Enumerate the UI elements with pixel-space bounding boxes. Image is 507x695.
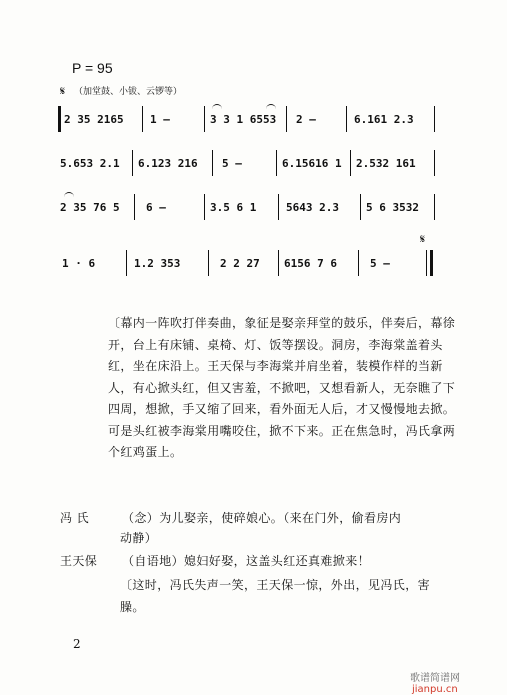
score-row-3 <box>58 192 438 222</box>
tempo-marking: P = 95 <box>72 60 113 76</box>
measure: 6.15616 1 <box>282 157 342 170</box>
measure: 1 · 6 <box>62 257 96 270</box>
barline <box>204 106 205 132</box>
speaker-name: 王天保 <box>60 554 98 568</box>
score-row-1 <box>58 104 438 134</box>
measure: 3 3 1 6553 <box>210 113 277 126</box>
score-row-2 <box>58 148 438 178</box>
barline <box>276 150 277 176</box>
barline <box>212 150 213 176</box>
barline <box>346 106 347 132</box>
watermark-text: 歌谱简谱网 <box>410 673 460 684</box>
page-number: 2 <box>73 637 81 651</box>
measure: 1 — <box>150 113 170 126</box>
measure: 6156 7 6 <box>284 257 337 270</box>
measure: 2 2 27 <box>220 257 260 270</box>
instrument-note: （加堂鼓、小钹、云锣等） <box>74 87 183 97</box>
stage-direction: 〔幕内一阵吹打伴奏曲，象征是娶亲拜堂的鼓乐，伴奏后，幕徐开，台上有床铺、桌椅、灯、饭等摆设。洞房，李海棠盖着头红，坐在床沿上。王天保与李海棠并肩坐着，装模作样的当新人，有心掀头红，但又害羞，不掀吧，又想看新人，无奈瞧了下四周，想掀，手又缩了回来，看外面无人后，才又慢慢地去掀。可是头红被李海棠用嘴咬住，掀不下来。正在焦急时，冯氏拿两个红鸡蛋上。 <box>108 316 456 459</box>
measure: 5.653 2.1 <box>60 157 120 170</box>
speech-line-continued: 动静） <box>120 531 158 545</box>
measure: 6 — <box>146 201 166 214</box>
watermark <box>410 669 507 695</box>
speech-line: （自语地）媳妇好娶，这盖头红还真难掀来！ <box>122 554 371 568</box>
barline <box>134 194 135 220</box>
measure: 2.532 161 <box>356 157 416 170</box>
barline <box>434 150 435 176</box>
measure: 5643 2.3 <box>286 201 339 214</box>
barline <box>434 106 435 132</box>
barline <box>350 150 351 176</box>
watermark-domain: jianpu.cn <box>412 684 458 695</box>
measure: 2 35 2165 <box>64 113 124 126</box>
measure: 2 — <box>296 113 316 126</box>
barline <box>132 150 133 176</box>
measure: 6.123 216 <box>138 157 198 170</box>
barline <box>126 250 127 276</box>
tie-mark <box>64 192 74 198</box>
measure: 3.5 6 1 <box>210 201 257 214</box>
segno-icon: 𝄋 <box>420 232 426 246</box>
measure: 2 35 76 5 <box>60 201 120 214</box>
speaker-name: 冯 氏 <box>60 511 90 525</box>
speech-line: （念）为儿娶亲，使碎娘心。（来在门外，偷看房内 <box>122 511 402 525</box>
measure: 5 — <box>222 157 242 170</box>
barline <box>142 106 143 132</box>
barline <box>204 194 205 220</box>
barline <box>358 250 359 276</box>
tie-mark <box>212 104 222 110</box>
barline <box>278 194 279 220</box>
barline <box>208 250 209 276</box>
barline <box>360 194 361 220</box>
final-barline <box>430 250 433 276</box>
stage-direction: 〔这时，冯氏失声一笑，王天保一惊，外出，见冯氏，害臊。 <box>120 578 431 614</box>
barline <box>278 250 279 276</box>
measure: 5 6 3532 <box>366 201 419 214</box>
measure: 5 — <box>370 257 390 270</box>
barline <box>434 194 435 220</box>
barline <box>426 250 427 276</box>
measure: 1.2 353 <box>134 257 181 270</box>
measure: 6.161 2.3 <box>354 113 414 126</box>
segno-icon: 𝄋 <box>60 84 66 98</box>
score-row-4 <box>58 248 438 278</box>
barline <box>286 106 287 132</box>
tie-mark <box>266 104 276 110</box>
barline <box>58 106 61 132</box>
